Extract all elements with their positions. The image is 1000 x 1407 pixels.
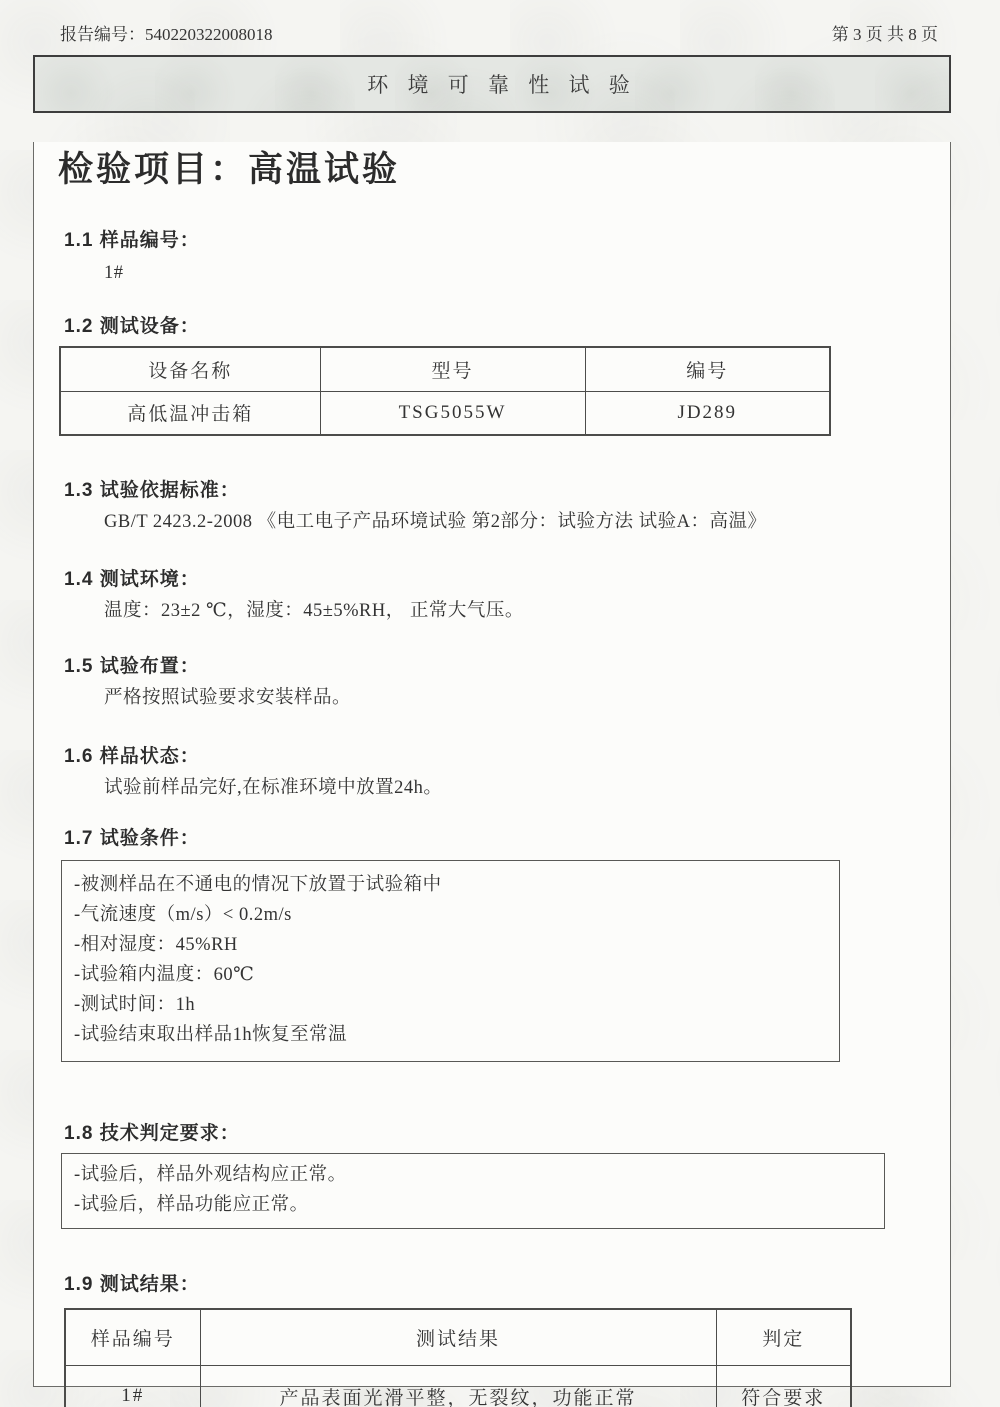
section-1-9 [34,1269,950,1407]
condition-line: -试验箱内温度：60℃ [74,965,255,985]
result-judgement-cell: 符合要求 [716,1365,851,1407]
condition-line: -相对湿度：45%RH [74,935,238,955]
section-1-4-label: 1.4 测试环境： [64,569,200,590]
requirement-line: -试验后，样品功能应正常。 [74,1195,309,1215]
result-text-cell: 产品表面光滑平整，无裂纹，功能正常 [200,1365,716,1407]
document-body [33,142,951,1407]
banner-title: 环 境 可 靠 性 试 验 [367,73,637,97]
section-1-8 [34,1118,950,1229]
result-sample-cell: 1# [65,1365,200,1407]
results-table-row [65,1365,851,1407]
equipment-col-serial: 编号 [585,347,830,391]
report-number: 报告编号：540220322008018 [60,25,273,44]
equipment-col-name: 设备名称 [60,347,320,391]
section-1-6-body: 试验前样品完好,在标准环境中放置24h。 [104,778,443,798]
test-conditions-box [61,860,840,1062]
equipment-col-model: 型号 [320,347,585,391]
results-col-result: 测试结果 [200,1309,716,1365]
section-1-3-label: 1.3 试验依据标准： [64,480,240,501]
section-1-2-label: 1.2 测试设备： [64,316,200,337]
equipment-name-cell: 高低温冲击箱 [60,391,320,435]
section-1-8-label: 1.8 技术判定要求： [64,1123,240,1144]
page-header [60,20,938,45]
section-1-1-label: 1.1 样品编号： [64,230,200,251]
section-1-4-body: 温度：23±2 ℃，湿度：45±5%RH， 正常大气压。 [104,601,524,621]
condition-line: -被测样品在不通电的情况下放置于试验箱中 [74,875,442,895]
equipment-model-cell: TSG5055W [320,391,585,435]
section-1-7-label: 1.7 试验条件： [64,828,200,849]
condition-line: -试验结束取出样品1h恢复至常温 [74,1025,348,1045]
results-table [64,1308,852,1407]
section-1-2 [34,311,950,436]
requirement-line: -试验后，样品外观结构应正常。 [74,1165,347,1185]
page-indicator: 第 3 页 共 8 页 [831,25,938,44]
equipment-table-header-row [60,347,830,391]
document-frame [33,55,951,1407]
section-1-7 [34,823,950,1062]
judgement-requirements-box [61,1153,885,1229]
section-1-6-label: 1.6 样品状态： [64,746,200,767]
equipment-table [59,346,831,436]
equipment-serial-cell: JD289 [585,391,830,435]
section-1-6 [34,741,950,803]
results-col-sample: 样品编号 [65,1309,200,1365]
section-1-3-body: GB/T 2423.2-2008 《电工电子产品环境试验 第2部分：试验方法 试验A：高温》 [104,512,767,532]
results-col-judgement: 判定 [716,1309,851,1365]
condition-line: -气流速度（m/s）< 0.2m/s [74,905,292,925]
condition-line: -测试时间：1h [74,995,196,1015]
section-1-1 [34,225,950,288]
section-1-5-label: 1.5 试验布置： [64,656,200,677]
results-table-header-row [65,1309,851,1365]
section-1-5-body: 严格按照试验要求安装样品。 [104,688,352,708]
section-1-3 [34,475,950,537]
equipment-table-row [60,391,830,435]
document-banner [33,55,951,113]
section-1-4 [34,564,950,626]
section-1-9-label: 1.9 测试结果： [64,1274,200,1295]
section-1-5 [34,651,950,713]
doc-title: 检验项目：高温试验 [58,150,401,189]
section-1-1-value: 1# [104,263,124,283]
